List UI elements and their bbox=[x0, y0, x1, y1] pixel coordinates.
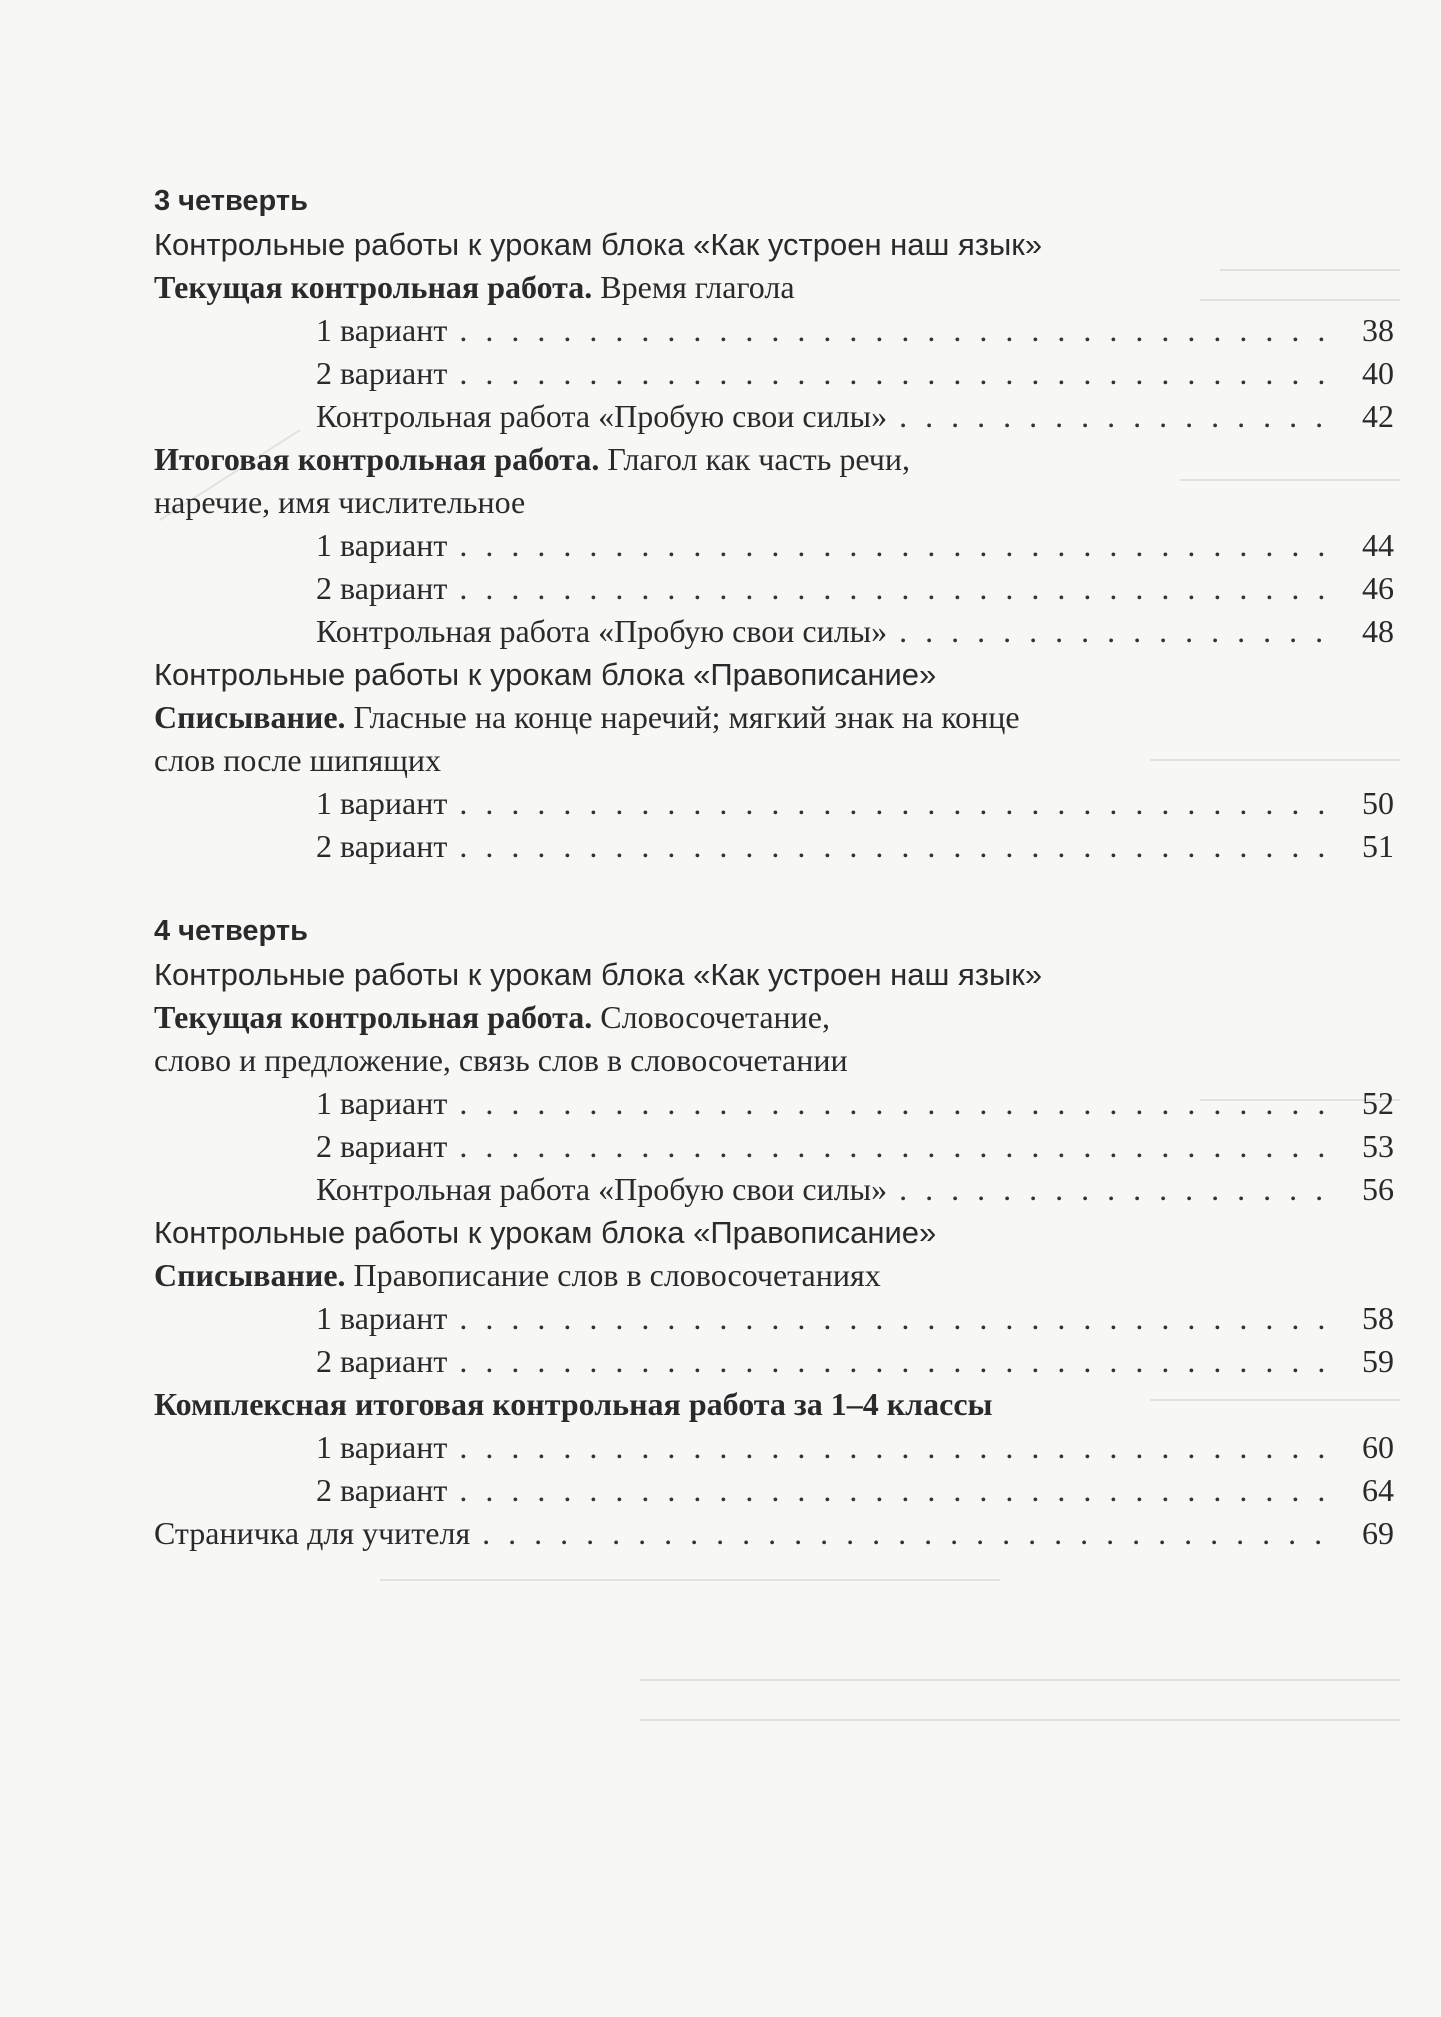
toc-entry[interactable] bbox=[154, 524, 1394, 567]
dot-leader bbox=[459, 825, 1336, 868]
toc-page-number: 69 bbox=[1362, 1515, 1394, 1551]
toc-page-number: 38 bbox=[1362, 312, 1394, 348]
q3-block2-heading: Контрольные работы к урокам блока «Правописание» bbox=[154, 657, 937, 692]
toc-label: Страничка для учителя bbox=[154, 1515, 471, 1551]
q4-final-title: Комплексная итоговая контрольная работа за 1–4 классы bbox=[154, 1386, 993, 1422]
q3-test2-text: Глагол как часть речи, bbox=[599, 441, 910, 477]
toc-page-number: 42 bbox=[1362, 398, 1394, 434]
toc-label: 1 вариант bbox=[316, 527, 448, 563]
q3-copy-bold: Списывание. bbox=[154, 699, 346, 735]
quarter-3-title: 3 четверть bbox=[154, 185, 308, 217]
toc-entry[interactable] bbox=[154, 352, 1394, 395]
toc-entry[interactable] bbox=[154, 395, 1394, 438]
toc-page-number: 53 bbox=[1362, 1128, 1394, 1164]
dot-leader bbox=[459, 524, 1336, 567]
toc-label: 2 вариант bbox=[316, 1343, 448, 1379]
toc-entry[interactable] bbox=[154, 309, 1394, 352]
toc-page-number: 50 bbox=[1362, 785, 1394, 821]
toc-label: 2 вариант bbox=[316, 570, 448, 606]
q3-test2-bold: Итоговая контрольная работа. bbox=[154, 441, 600, 477]
q4-copy-title bbox=[154, 1254, 1394, 1297]
toc-page-number: 46 bbox=[1362, 570, 1394, 606]
dot-leader bbox=[899, 610, 1336, 653]
toc-label: 2 вариант bbox=[316, 1128, 448, 1164]
toc-entry[interactable] bbox=[154, 1297, 1394, 1340]
q4-test1-bold: Текущая контрольная работа. bbox=[154, 999, 593, 1035]
toc-page-number: 56 bbox=[1362, 1171, 1394, 1207]
q4-block2-heading: Контрольные работы к урокам блока «Правописание» bbox=[154, 1215, 937, 1250]
toc-page-number: 40 bbox=[1362, 355, 1394, 391]
toc-label: Контрольная работа «Пробую свои силы» bbox=[316, 398, 888, 434]
toc-label: 2 вариант bbox=[316, 355, 448, 391]
q4-test1-text: Словосочетание, bbox=[592, 999, 830, 1035]
toc-page-number: 58 bbox=[1362, 1300, 1394, 1336]
q3-copy-text: Гласные на конце наречий; мягкий знак на конце bbox=[345, 699, 1020, 735]
q3-test2-title bbox=[154, 438, 1394, 481]
q3-test1-bold: Текущая контрольная работа. bbox=[154, 269, 593, 305]
dot-leader bbox=[459, 1125, 1336, 1168]
toc-label: 1 вариант bbox=[316, 1429, 448, 1465]
q3-block1-heading: Контрольные работы к урокам блока «Как устроен наш язык» bbox=[154, 227, 1043, 262]
toc-page-number: 59 bbox=[1362, 1343, 1394, 1379]
toc-label: Контрольная работа «Пробую свои силы» bbox=[316, 1171, 888, 1207]
toc-label: 1 вариант bbox=[316, 1300, 448, 1336]
dot-leader bbox=[459, 567, 1336, 610]
toc-page-number: 51 bbox=[1362, 828, 1394, 864]
dot-leader bbox=[482, 1512, 1336, 1555]
dot-leader bbox=[459, 352, 1336, 395]
dot-leader bbox=[899, 1168, 1336, 1211]
table-of-contents bbox=[154, 180, 1394, 1555]
dot-leader bbox=[459, 1082, 1336, 1125]
toc-label: 1 вариант bbox=[316, 1085, 448, 1121]
q3-test2-text-continued: наречие, имя числительное bbox=[154, 484, 526, 520]
toc-entry-teacher-page[interactable] bbox=[154, 1512, 1394, 1555]
toc-entry[interactable] bbox=[154, 1469, 1394, 1512]
dot-leader bbox=[459, 1297, 1336, 1340]
toc-entry[interactable] bbox=[154, 825, 1394, 868]
q3-copy-text-continued: слов после шипящих bbox=[154, 742, 441, 778]
toc-entry[interactable] bbox=[154, 782, 1394, 825]
q3-test1-title bbox=[154, 266, 1394, 309]
dot-leader bbox=[459, 1340, 1336, 1383]
q4-test1-text-continued: слово и предложение, связь слов в словосочетании bbox=[154, 1042, 848, 1078]
toc-label: 2 вариант bbox=[316, 828, 448, 864]
section-gap bbox=[154, 868, 1394, 910]
toc-page-number: 60 bbox=[1362, 1429, 1394, 1465]
dot-leader bbox=[459, 1426, 1336, 1469]
q3-test1-text: Время глагола bbox=[592, 269, 795, 305]
dot-leader bbox=[899, 395, 1336, 438]
q4-copy-text: Правописание слов в словосочетаниях bbox=[345, 1257, 881, 1293]
dot-leader bbox=[459, 782, 1336, 825]
q3-copy-title bbox=[154, 696, 1394, 739]
dot-leader bbox=[459, 1469, 1336, 1512]
q4-copy-bold: Списывание. bbox=[154, 1257, 346, 1293]
dot-leader bbox=[459, 309, 1336, 352]
toc-entry[interactable] bbox=[154, 567, 1394, 610]
toc-label: 2 вариант bbox=[316, 1472, 448, 1508]
toc-entry[interactable] bbox=[154, 1082, 1394, 1125]
toc-entry[interactable] bbox=[154, 1168, 1394, 1211]
toc-page-number: 48 bbox=[1362, 613, 1394, 649]
toc-entry[interactable] bbox=[154, 1426, 1394, 1469]
toc-page-number: 64 bbox=[1362, 1472, 1394, 1508]
toc-label: 1 вариант bbox=[316, 312, 448, 348]
toc-label: Контрольная работа «Пробую свои силы» bbox=[316, 613, 888, 649]
quarter-4-title: 4 четверть bbox=[154, 915, 308, 947]
toc-page-number: 52 bbox=[1362, 1085, 1394, 1121]
toc-entry[interactable] bbox=[154, 1125, 1394, 1168]
q4-test1-title bbox=[154, 996, 1394, 1039]
toc-entry[interactable] bbox=[154, 610, 1394, 653]
toc-entry[interactable] bbox=[154, 1340, 1394, 1383]
q4-block1-heading: Контрольные работы к урокам блока «Как устроен наш язык» bbox=[154, 957, 1043, 992]
toc-label: 1 вариант bbox=[316, 785, 448, 821]
toc-page-number: 44 bbox=[1362, 527, 1394, 563]
